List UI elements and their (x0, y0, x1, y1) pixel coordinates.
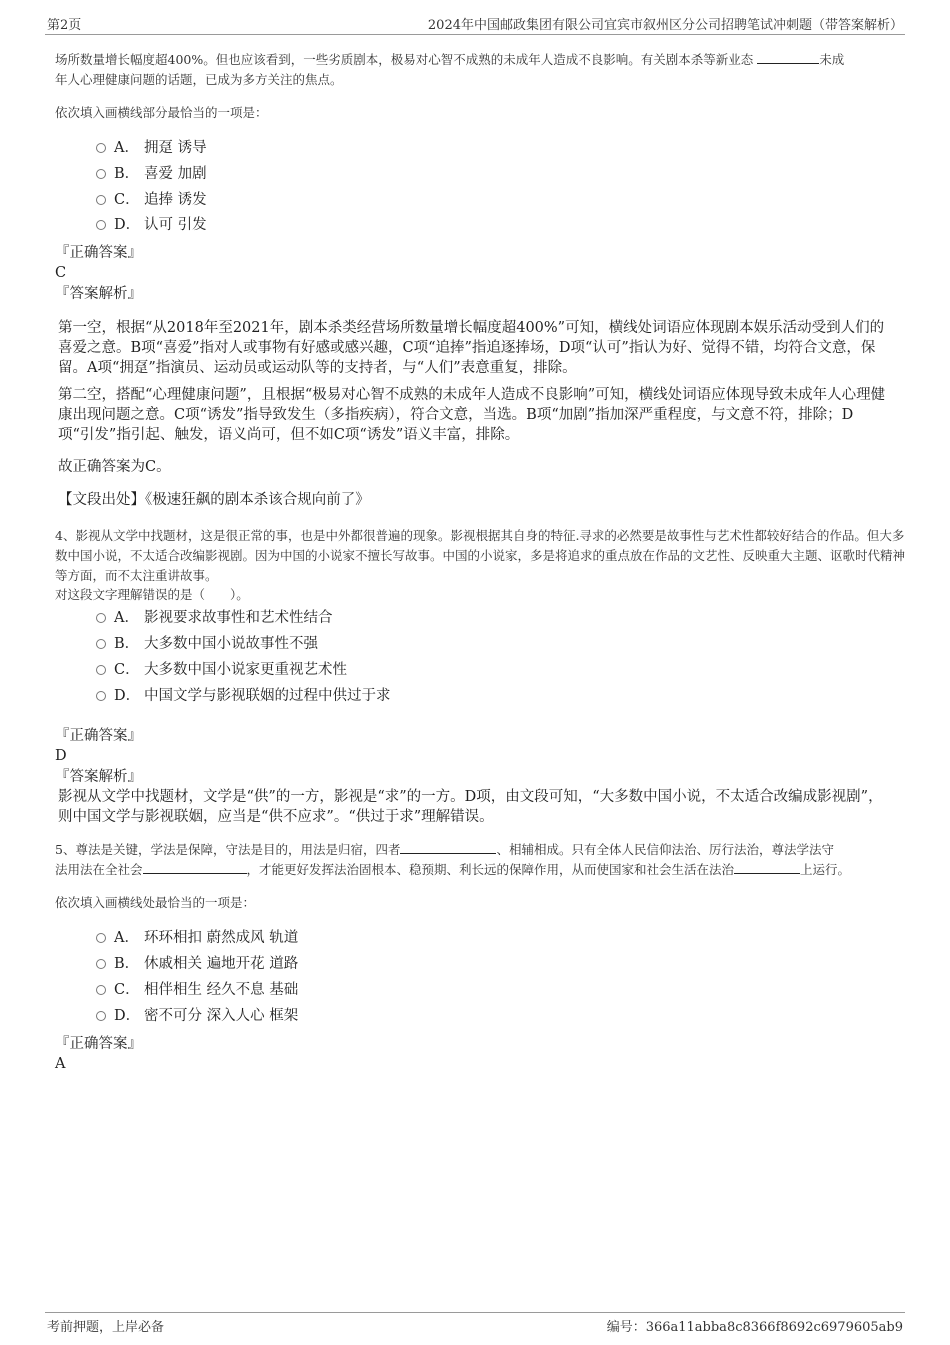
footer-slogan: 考前押题，上岸必备 (47, 1320, 165, 1335)
q3-passage: 场所数量增长幅度超400%。但也应该看到，一些劣质剧本，极易对心智不成熟的未成年人造成不良影响。有关剧本杀等新业态 未成 年人心理健康问题的话题，已成为多方关注的焦点。 (55, 52, 845, 87)
q4-option-b[interactable]: B． 大多数中国小说故事性不强 (96, 633, 318, 655)
q3-prompt: 依次填入画横线部分最恰当的一项是： (55, 105, 268, 120)
q4-analysis: 影视从文学中找题材，文学是“供”的一方，影视是“求”的一方。D项，由文段可知，“大多数中国小说，不太适合改编成影视剧”，则中国文学与影视联姻，应当是“供不应求”。“供过于求”理解错误。 (58, 789, 883, 825)
page-header (45, 14, 905, 35)
q3-option-a[interactable]: A． 拥趸 诱导 (96, 137, 207, 159)
q5-prompt: 依次填入画横线处最恰当的一项是： (55, 895, 256, 910)
q3-analysis-1: 第一空，根据“从2018年至2021年，剧本杀类经营场所数量增长幅度超400%”可知，横线处词语应体现剧本娱乐活动受到人们的喜爱之意。B项“喜爱”指对人或事物有好感或感兴趣，C项“追捧”指追逐捧场，D项“认可”指认为好、觉得不错，均符合文意，保留。A项“拥趸”指演员、运动员或运动队等的支持者，与“人们”表意重复，排除。 (58, 320, 885, 376)
radio-icon[interactable] (96, 613, 106, 623)
q4-answer: D (55, 748, 67, 764)
radio-icon[interactable] (96, 195, 106, 205)
fill-blank (757, 51, 819, 64)
radio-icon[interactable] (96, 959, 106, 969)
q3-analysis-label: 『答案解析』 (55, 286, 142, 302)
q4-option-c[interactable]: C． 大多数中国小说家更重视艺术性 (96, 659, 347, 681)
fill-blank (400, 841, 496, 854)
page-footer (45, 1312, 905, 1335)
q5-passage: 5、尊法是关键，学法是保障，守法是目的，用法是归宿，四者 、相辅相成。只有全体人民信仰法治、厉行法治，尊法学法守 法用法在全社会 ，才能更好发挥法治固根本、稳预期、利长远的保障作用，从而使国家和社会生活在法治 上运行。 (55, 842, 851, 877)
q4-option-d[interactable]: D． 中国文学与影视联姻的过程中供过于求 (96, 685, 391, 707)
q3-option-c[interactable]: C． 追捧 诱发 (96, 189, 207, 211)
q5-option-d[interactable]: D． 密不可分 深入人心 框架 (96, 1005, 298, 1027)
q3-answer: C (55, 265, 67, 281)
q5-option-b[interactable]: B． 休戚相关 遍地开花 道路 (96, 953, 298, 975)
q4-option-a[interactable]: A． 影视要求故事性和艺术性结合 (96, 607, 333, 629)
q3-answer-label: 『正确答案』 (55, 245, 142, 261)
radio-icon[interactable] (96, 933, 106, 943)
q3-analysis-2: 第二空，搭配“心理健康问题”，且根据“极易对心智不成熟的未成年人造成不良影响”可知，横线处词语应体现导致未成年人心理健康出现问题之意。C项“诱发”指导致发生（多指疾病），符合文意，当选。B项“加剧”指加深严重程度，与文意不符，排除；D项“引发”指引起、触发，语义尚可，但不如C项“诱发”语义丰富，排除。 (58, 387, 886, 443)
q3-option-d[interactable]: D． 认可 引发 (96, 214, 207, 236)
radio-icon[interactable] (96, 665, 106, 675)
q5-answer-label: 『正确答案』 (55, 1036, 142, 1052)
radio-icon[interactable] (96, 1011, 106, 1021)
radio-icon[interactable] (96, 985, 106, 995)
q3-option-b[interactable]: B． 喜爱 加剧 (96, 163, 207, 185)
radio-icon[interactable] (96, 691, 106, 701)
q4-analysis-label: 『答案解析』 (55, 769, 142, 785)
radio-icon[interactable] (96, 169, 106, 179)
fill-blank (734, 861, 800, 874)
q5-answer: A (55, 1056, 66, 1072)
q4-question: 对这段文字理解错误的是（ ）。 (55, 587, 249, 602)
q5-option-c[interactable]: C． 相伴相生 经久不息 基础 (96, 979, 298, 1001)
q5-option-a[interactable]: A． 环环相扣 蔚然成风 轨道 (96, 927, 298, 949)
radio-icon[interactable] (96, 639, 106, 649)
page-number: 第2页 (47, 18, 82, 33)
q4-answer-label: 『正确答案』 (55, 728, 142, 744)
document-id: 编号：366a11abba8c8366f8692c6979605ab9 (606, 1320, 903, 1335)
fill-blank (143, 861, 247, 874)
radio-icon[interactable] (96, 143, 106, 153)
document-title: 2024年中国邮政集团有限公司宜宾市叙州区分公司招聘笔试冲刺题（带答案解析） (427, 18, 903, 33)
q3-source: 【文段出处】《极速狂飙的剧本杀该合规向前了》 (58, 492, 370, 508)
q4-passage: 4、影视从文学中找题材，这是很正常的事，也是中外都很普遍的现象。影视根据其自身的特征.寻求的必然要是故事性与艺术性都较好结合的作品。但大多数中国小说，不太适合改编影视剧。因为中国的小说家不擅长写故事。中国的小说家，多是将追求的重点放在作品的文艺性、反映重大主题、讴歌时代精神等方面，而不太注重讲故事。 (55, 528, 906, 583)
q3-conclusion: 故正确答案为C。 (58, 459, 171, 475)
radio-icon[interactable] (96, 220, 106, 230)
